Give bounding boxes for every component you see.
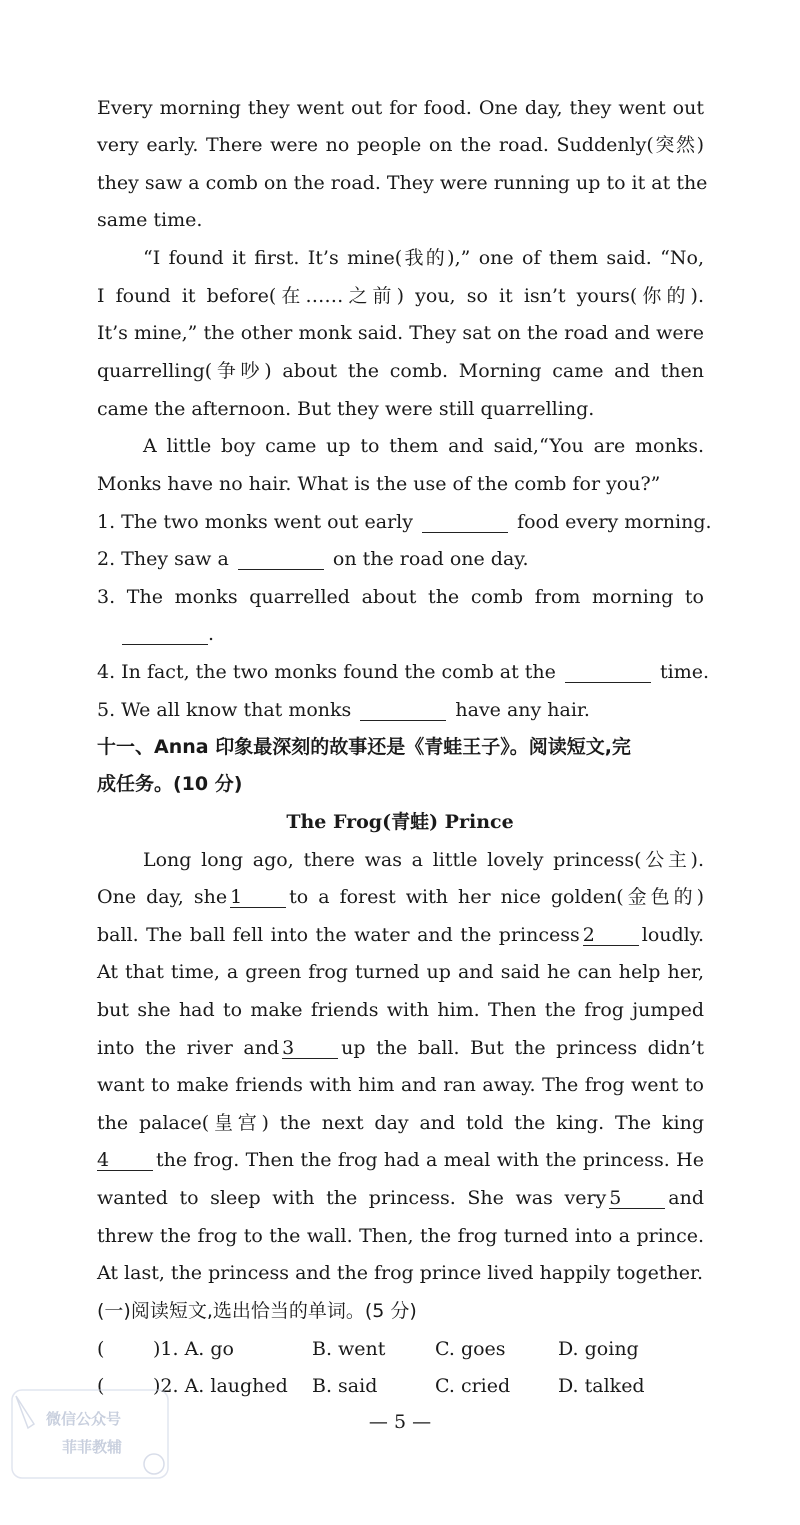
answer-blank[interactable] [122,624,208,645]
story-text: and [668,1187,704,1209]
story2-line [97,1148,704,1172]
story1-line: Every morning they went out for food. One day, they went out [97,97,704,119]
story-text: wanted to sleep with the princess. She was very [97,1187,607,1209]
page-number: — 5 — [368,1411,432,1433]
option-d: D. talked [558,1375,645,1397]
story1-line: quarrelling(争吵) about the comb. Morning came and then [97,360,704,382]
story1-line: A little boy came up to them and said,“You are monks. [143,435,704,457]
option-b: B. said [312,1375,378,1397]
cloze-blank-2[interactable]: 2 [583,925,639,946]
story1-line: same time. [97,209,203,231]
cloze-blank-1[interactable]: 1 [230,887,286,908]
story-text: loudly. [641,924,704,946]
story2-line: At that time, a green frog turned up and said he can help her, [97,961,704,983]
option-a: )1. A. go [153,1338,234,1360]
answer-blank[interactable] [422,512,508,533]
section-heading: 十一、Anna 印象最深刻的故事还是《青蛙王子》。阅读短文,完 [97,736,631,758]
fill-question-3-blank-line: . [122,622,242,646]
section-heading-cont: 成任务。(10 分) [97,773,243,795]
fill-question-2 [97,547,704,571]
story1-line: very early. There were no people on the road. Suddenly(突然) [97,134,704,156]
story1-line: came the afternoon. But they were still quarrelling. [97,398,595,420]
answer-blank[interactable] [360,700,446,721]
story1-line: they saw a comb on the road. They were running up to it at the [97,172,708,194]
option-a: )2. A. laughed [153,1375,288,1397]
story-title: The Frog(青蛙) Prince [286,811,514,833]
story2-line [97,885,704,909]
story-text: ball. The ball fell into the water and the princess [97,924,580,946]
story-text: to a forest with her nice golden(金色的) [289,886,705,908]
part1-heading: (一)阅读短文,选出恰当的单词。(5 分) [97,1300,417,1322]
question-text: on the road one day. [332,548,529,570]
fill-question-3: 3. The monks quarrelled about the comb from morning to [97,586,704,608]
option-c: C. cried [435,1375,511,1397]
question-text: 1. The two monks went out early [97,511,413,533]
story-text: up the ball. But the princess didn’t [341,1037,704,1059]
answer-paren[interactable]: ( [97,1375,105,1397]
fill-question-5 [97,698,704,722]
answer-paren[interactable]: ( [97,1338,105,1360]
question-text: food every morning. [517,511,712,533]
answer-blank[interactable] [238,549,324,570]
watermark-line1: 微信公众号 [46,1410,122,1428]
question-text: time. [660,661,710,683]
question-text: 2. They saw a [97,548,229,570]
story2-line: Long long ago, there was a little lovely princess(公主). [143,849,704,871]
story2-line [97,1186,704,1210]
story1-line: It’s mine,” the other monk said. They sat on the road and were [97,322,704,344]
option-d: D. going [558,1338,639,1360]
story1-line: I found it before(在……之前) you, so it isn’t yours(你的). [97,285,704,307]
story2-line [97,1036,704,1060]
answer-blank[interactable] [565,662,651,683]
watermark [10,1388,170,1480]
question-text: 5. We all know that monks [97,699,352,721]
story1-line: Monks have no hair. What is the use of the comb for you?” [97,473,661,495]
story2-line: threw the frog to the wall. Then, the frog turned into a prince. [97,1225,704,1247]
cloze-blank-3[interactable]: 3 [282,1038,338,1059]
story-text: One day, she [97,886,228,908]
pen-icon [10,1388,170,1480]
story2-line: At last, the princess and the frog prince lived happily together. [97,1262,704,1284]
story2-line [97,923,704,947]
story2-line: the palace(皇宫) the next day and told the king. The king [97,1112,704,1134]
story2-line: want to make friends with him and ran away. The frog went to [97,1074,704,1096]
option-c: C. goes [435,1338,506,1360]
watermark-line2: 菲菲教辅 [62,1438,123,1456]
option-b: B. went [312,1338,386,1360]
story-text: into the river and [97,1037,280,1059]
cloze-blank-5[interactable]: 5 [609,1188,665,1209]
fill-question-4 [97,660,710,684]
question-text: have any hair. [455,699,590,721]
question-text: 4. In fact, the two monks found the comb at the [97,661,556,683]
story2-line: but she had to make friends with him. Then the frog jumped [97,999,704,1021]
story-text: the frog. Then the frog had a meal with the princess. He [156,1149,704,1171]
fill-question-1 [97,510,712,534]
cloze-blank-4[interactable]: 4 [97,1150,153,1171]
story1-line: “I found it first. It’s mine(我的),” one of them said. “No, [143,247,704,269]
